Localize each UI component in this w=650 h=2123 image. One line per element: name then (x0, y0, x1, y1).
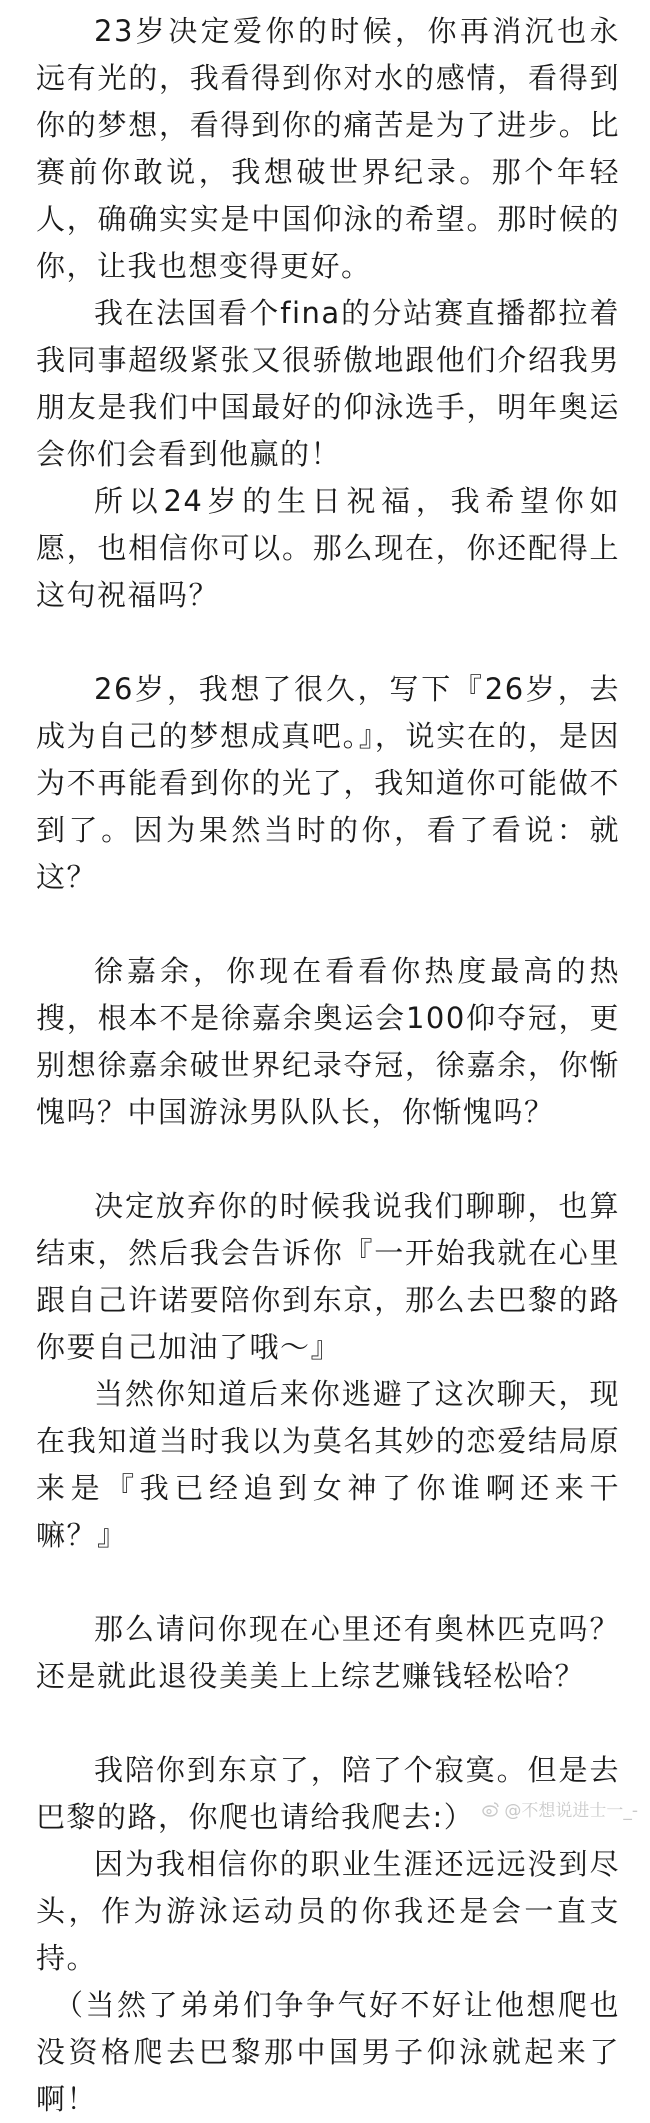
paragraph-10: 因为我相信你的职业生涯还远远没到尽头，作为游泳运动员的你我还是会一直支持。 (36, 1847, 620, 1975)
paragraph-gap (36, 619, 620, 666)
paragraph-8: 那么请问你现在心里还有奥林匹克吗？还是就此退役美美上上综艺赚钱轻松哈？ (36, 1612, 620, 1693)
paragraph-1: 23岁决定爱你的时候，你再消沉也永远有光的，我看得到你对水的感情，看得到你的梦想，看得到你的痛苦是为了进步。比赛前你敢说，我想破世界纪录。那个年轻人，确确实实是中国仰泳的希望。那时候的你，让我也想变得更好。 (36, 14, 620, 283)
weibo-watermark (482, 1796, 638, 1821)
paragraph-7: 当然你知道后来你逃避了这次聊天，现在我知道当时我以为莫名其妙的恋爱结局原来是『我已经追到女神了你谁啊还来干嘛？』 (36, 1377, 620, 1552)
paragraph-gap (36, 1559, 620, 1606)
paragraph-gap (36, 901, 620, 948)
watermark-text: @不想说进士一_- (504, 1801, 638, 1821)
paragraph-11: （当然了弟弟们争争气好不好让他想爬也没资格爬去巴黎那中国男子仰泳就起来了啊！ (36, 1988, 620, 2116)
paragraph-gap (36, 1700, 620, 1747)
paragraph-2: 我在法国看个fina的分站赛直播都拉着我同事超级紧张又很骄傲地跟他们介绍我男朋友是我们中国最好的仰泳选手，明年奥运会你们会看到他赢的！ (36, 296, 620, 471)
paragraph-5: 徐嘉余，你现在看看你热度最高的热搜，根本不是徐嘉余奥运会100仰夺冠，更别想徐嘉余破世界纪录夺冠，徐嘉余，你惭愧吗？中国游泳男队队长，你惭愧吗？ (36, 954, 620, 1129)
paragraph-4: 26岁，我想了很久，写下『26岁，去成为自己的梦想成真吧。』，说实在的，是因为不再能看到你的光了，我知道你可能做不到了。因为果然当时的你，看了看说：就这？ (36, 672, 620, 894)
paragraph-gap (36, 1136, 620, 1183)
paragraph-3: 所以24岁的生日祝福，我希望你如愿，也相信你可以。那么现在，你还配得上这句祝福吗？ (36, 484, 620, 612)
weibo-icon (482, 1800, 500, 1818)
paragraph-6: 决定放弃你的时候我说我们聊聊，也算结束，然后我会告诉你『一开始我就在心里跟自己许诺要陪你到东京，那么去巴黎的路你要自己加油了哦～』 (36, 1189, 620, 1364)
paragraph-9: 我陪你到东京了，陪了个寂寞。但是去巴黎的路，你爬也请给我爬去:） (36, 1753, 620, 1834)
